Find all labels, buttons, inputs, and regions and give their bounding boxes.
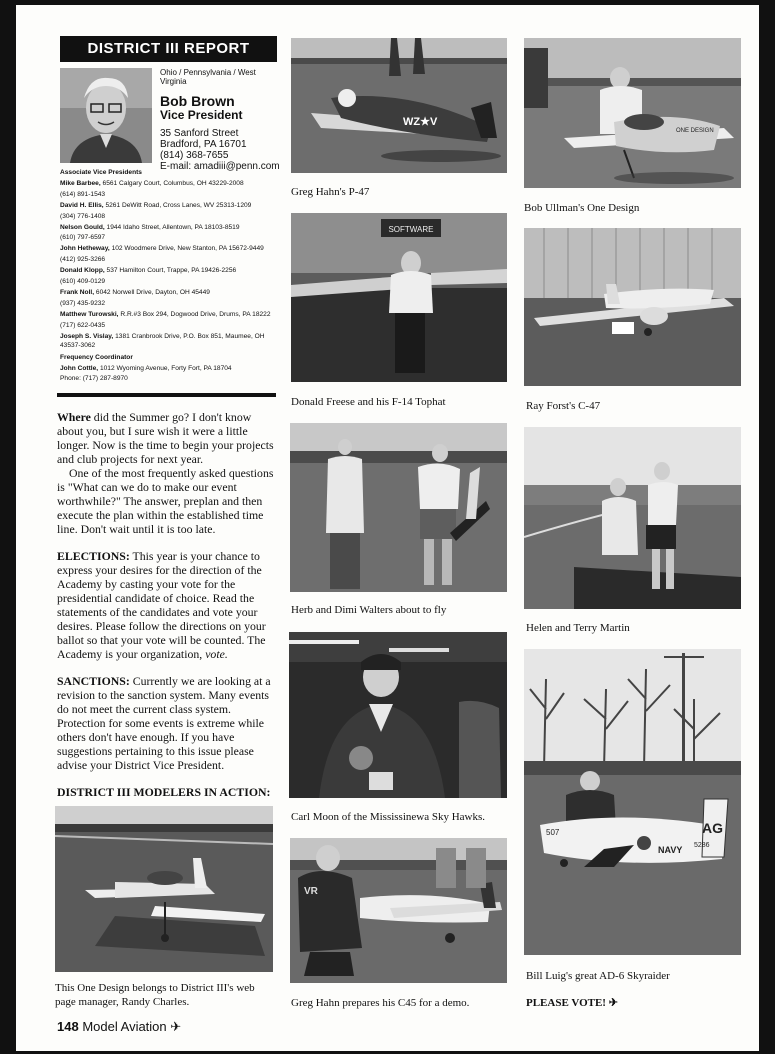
paragraph-sanctions: SANCTIONS: Currently we are looking at a revision to the sanction system. Many events do not meet the current class system. Protection for some events is extreme while others don't have enough. If you have suggestions pertaining to this issue please advise your District Vice President. — [57, 674, 271, 772]
coordinator-entry: John Cottle, 1012 Wyoming Avenue, Forty Fort, PA 18704 — [60, 364, 232, 372]
vp-region: Ohio / Pennsylvania / West Virginia — [160, 68, 256, 86]
caption-c47: Ray Forst's C-47 — [526, 400, 601, 412]
coordinator-heading: Frequency Coordinator — [60, 353, 133, 361]
vp-street: 35 Sanford Street — [160, 128, 239, 139]
paragraph-elections: ELECTIONS: This year is your chance to express your desires for the direction of the Academy by casting your vote for the presidential candidate of choice. Read the statements of the candidates and vote your desires. Please follow the directions on your ballot so that your vote will be counted. The Academy is your organization, vote. — [57, 549, 266, 661]
associate-entry: Matthew Turowski, R.R.#3 Box 294, Dogwood Drive, Drums, PA 18222 — [60, 310, 271, 318]
associate-entry: David H. Ellis, 5261 DeWitt Road, Cross Lanes, WV 25313-1209 — [60, 201, 252, 209]
page-footer — [57, 1019, 181, 1035]
associate-heading: Associate Vice Presidents — [60, 169, 142, 176]
associate-phone: (610) 409-0129 — [60, 278, 106, 286]
caption-f14: Donald Freese and his F-14 Tophat — [291, 396, 446, 408]
photo-carl-moon — [289, 632, 507, 798]
associate-phone: (304) 776-1408 — [60, 212, 106, 220]
plane-icon: ✈ — [170, 1019, 182, 1034]
associate-entry: Mike Barbee, 6561 Calgary Court, Columbus, OH 43229-2008 — [60, 179, 244, 187]
article-body — [57, 410, 275, 799]
caption-left-bottom: This One Design belongs to District III's web page manager, Randy Charles. — [55, 982, 255, 1008]
skyraider-number: 5286 — [694, 842, 710, 849]
skyraider-code: AG — [702, 820, 723, 836]
associate-entry: Donald Klopp, 537 Hamilton Court, Trappe, PA 19426-2256 — [60, 267, 237, 275]
caption-helen: Helen and Terry Martin — [526, 622, 630, 634]
vp-title: Vice President — [160, 108, 243, 122]
vp-portrait — [60, 68, 152, 163]
photo-herb-dimi — [290, 423, 507, 592]
associate-entry: John Hetheway, 102 Woodmere Drive, New Stanton, PA 15672-9449 — [60, 245, 264, 253]
associate-phone: (717) 622-0435 — [60, 321, 106, 329]
vp-city: Bradford, PA 16701 — [160, 139, 247, 150]
associate-phone: (614) 891-1543 — [60, 190, 106, 198]
p47-code: WZ★V — [403, 116, 438, 128]
associate-entry: Frank Noll, 6042 Norwell Drive, Dayton, OH 45449 — [60, 288, 210, 296]
photo-bob-ullman — [524, 38, 741, 188]
caption-p47: Greg Hahn's P-47 — [291, 186, 370, 198]
divider-rule — [57, 393, 276, 397]
caption-herb: Herb and Dimi Walters about to fly — [291, 604, 447, 616]
photo-skyraider — [524, 649, 741, 955]
vp-email[interactable]: E-mail: amadiii@penn.com — [160, 161, 280, 172]
paragraph-questions: One of the most frequently asked questions is "What can we do to make our event worthwhile?" The answer, preplan and then execute the plan within the established time line. Don't wait until it is too late. — [57, 466, 274, 536]
jacket-text: VR — [304, 886, 318, 897]
associate-entry: Joseph S. Vislay, 1381 Cranbrook Drive, P.O. Box 851, Maumee, OH 43537-3062 — [60, 332, 265, 349]
caption-skyraider: Bill Luig's great AD-6 Skyraider — [526, 970, 670, 982]
photo-p47 — [291, 38, 507, 173]
skyraider-navy: NAVY — [658, 845, 683, 855]
vp-address — [160, 128, 280, 172]
caption-c45: Greg Hahn prepares his C45 for a demo. — [291, 997, 470, 1009]
one-design-label: ONE DESIGN — [676, 128, 714, 134]
section-heading: DISTRICT III MODELERS IN ACTION: — [57, 785, 271, 799]
please-vote: PLEASE VOTE! ✈ — [526, 997, 618, 1009]
section-header: DISTRICT III REPORT — [60, 36, 277, 62]
associate-entry: Nelson Gould, 1944 Idaho Street, Allentown, PA 18103-8519 — [60, 223, 240, 231]
magazine-name: Model Aviation — [82, 1019, 167, 1034]
associate-phone: (610) 797-6597 — [60, 234, 106, 242]
caption-one-design: Bob Ullman's One Design — [524, 202, 640, 214]
photo-c47 — [524, 228, 741, 386]
skyraider-side-number: 507 — [546, 828, 560, 837]
coordinator-phone: Phone: (717) 287-8970 — [60, 375, 128, 383]
paragraph-intro: Where did the Summer go? I don't know about you, but I sure wish it were a little longer. Now is the time to begin your projects and club projects for next year. — [57, 410, 274, 466]
photo-c45 — [290, 838, 507, 983]
caption-carl: Carl Moon of the Mississinewa Sky Hawks. — [291, 811, 486, 823]
banner-text: SOFTWARE — [388, 225, 434, 234]
vp-phone: (814) 368-7655 — [160, 150, 229, 161]
associate-phone: (412) 925-3266 — [60, 256, 106, 264]
page-number: 148 — [57, 1019, 79, 1034]
associate-vp-list — [60, 168, 285, 385]
associate-phone: (937) 435-9232 — [60, 299, 106, 307]
photo-one-design-left — [55, 806, 273, 972]
photo-helen-terry — [524, 427, 741, 609]
vp-name: Bob Brown — [160, 93, 235, 109]
photo-f14 — [291, 213, 507, 382]
